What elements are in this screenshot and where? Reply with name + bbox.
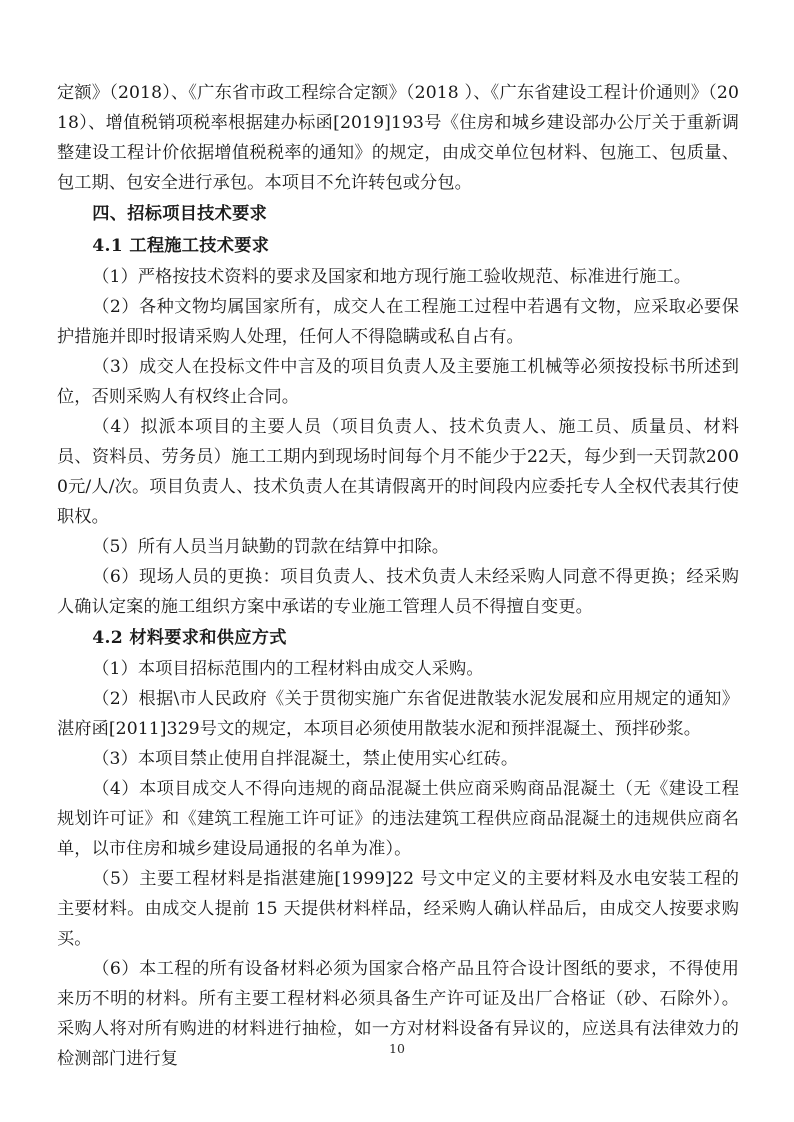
paragraph-4-2-item-3: （3）本项目禁止使用自拌混凝土，禁止使用实心红砖。	[92, 749, 519, 769]
paragraph-4-1-item-4: （4）拟派本项目的主要人员（项目负责人、技术负责人、施工员、质量员、材料员、资料员、劳务员）施工工期内到现场时间每个月不能少于22天，每少到一天罚款2000元/人/次。项目负责人、技术负责人在其请假离开的时间段内应委托专人全权代表其行使职权。	[57, 417, 739, 527]
paragraph-4-2-item-4: （4）本项目成交人不得向违规的商品混凝土供应商采购商品混凝土（无《建设工程规划许可证》和《建筑工程施工许可证》的违法建筑工程供应商品混凝土的违规供应商名单，以市住房和城乡建设局通报的名单为准）。	[57, 779, 739, 859]
heading-section-4-2-material-requirements-and-supply: 4.2 材料要求和供应方式	[92, 628, 287, 648]
paragraph-pricing-basis-continued: 定额》（2018）、《广东省市政工程综合定额》（2018 ）、《广东省建设工程计价通则》（2018）、增值税销项税率根据建办标函[2019]193号《住房和城乡建设部办公厅关于重新调整建设工程计价依据增值税税率的通知》的规定，由成交单位包材料、包施工、包质量、包工期、包安全进行承包。本项目不允许转包或分包。	[57, 83, 739, 193]
paragraph-4-2-item-5: （5）主要工程材料是指湛建施[1999]22 号文中定义的主要材料及水电安装工程的主要材料。由成交人提前 15 天提供材料样品，经采购人确认样品后，由成交人按要求购买。	[57, 869, 739, 949]
page-body-text	[57, 78, 739, 1074]
paragraph-4-2-item-2: （2）根据\市人民政府《关于贯彻实施广东省促进散装水泥发展和应用规定的通知》湛府函[2011]329号文的规定，本项目必须使用散装水泥和预拌混凝土、预拌砂浆。	[57, 689, 739, 739]
paragraph-4-1-item-1: （1）严格按技术资料的要求及国家和地方现行施工验收规范、标准进行施工。	[92, 267, 692, 287]
paragraph-4-1-item-2: （2）各种文物均属国家所有，成交人在工程施工过程中若遇有文物，应采取必要保护措施并即时报请采购人处理，任何人不得隐瞒或私自占有。	[57, 297, 739, 347]
heading-section-4-technical-requirements: 四、招标项目技术要求	[92, 204, 268, 224]
page-number: 10	[389, 1041, 405, 1056]
paragraph-4-1-item-3: （3）成交人在投标文件中言及的项目负责人及主要施工机械等必须按投标书所述到位，否则采购人有权终止合同。	[57, 357, 739, 407]
paragraph-4-1-item-6: （6）现场人员的更换：项目负责人、技术负责人未经采购人同意不得更换；经采购人确认定案的施工组织方案中承诺的专业施工管理人员不得擅自变更。	[57, 567, 739, 617]
paragraph-4-2-item-1: （1）本项目招标范围内的工程材料由成交人采购。	[92, 659, 484, 679]
paragraph-4-2-item-6: （6）本工程的所有设备材料必须为国家合格产品且符合设计图纸的要求，不得使用来历不明的材料。所有主要工程材料必须具备生产许可证及出厂合格证（砂、石除外）。采购人将对所有购进的材料进行抽检，如一方对材料设备有异议的，应送具有法律效力的检测部门进行复	[57, 959, 739, 1069]
heading-section-4-1-construction-technical-requirements: 4.1 工程施工技术要求	[92, 236, 270, 256]
paragraph-4-1-item-5: （5）所有人员当月缺勤的罚款在结算中扣除。	[92, 537, 450, 557]
